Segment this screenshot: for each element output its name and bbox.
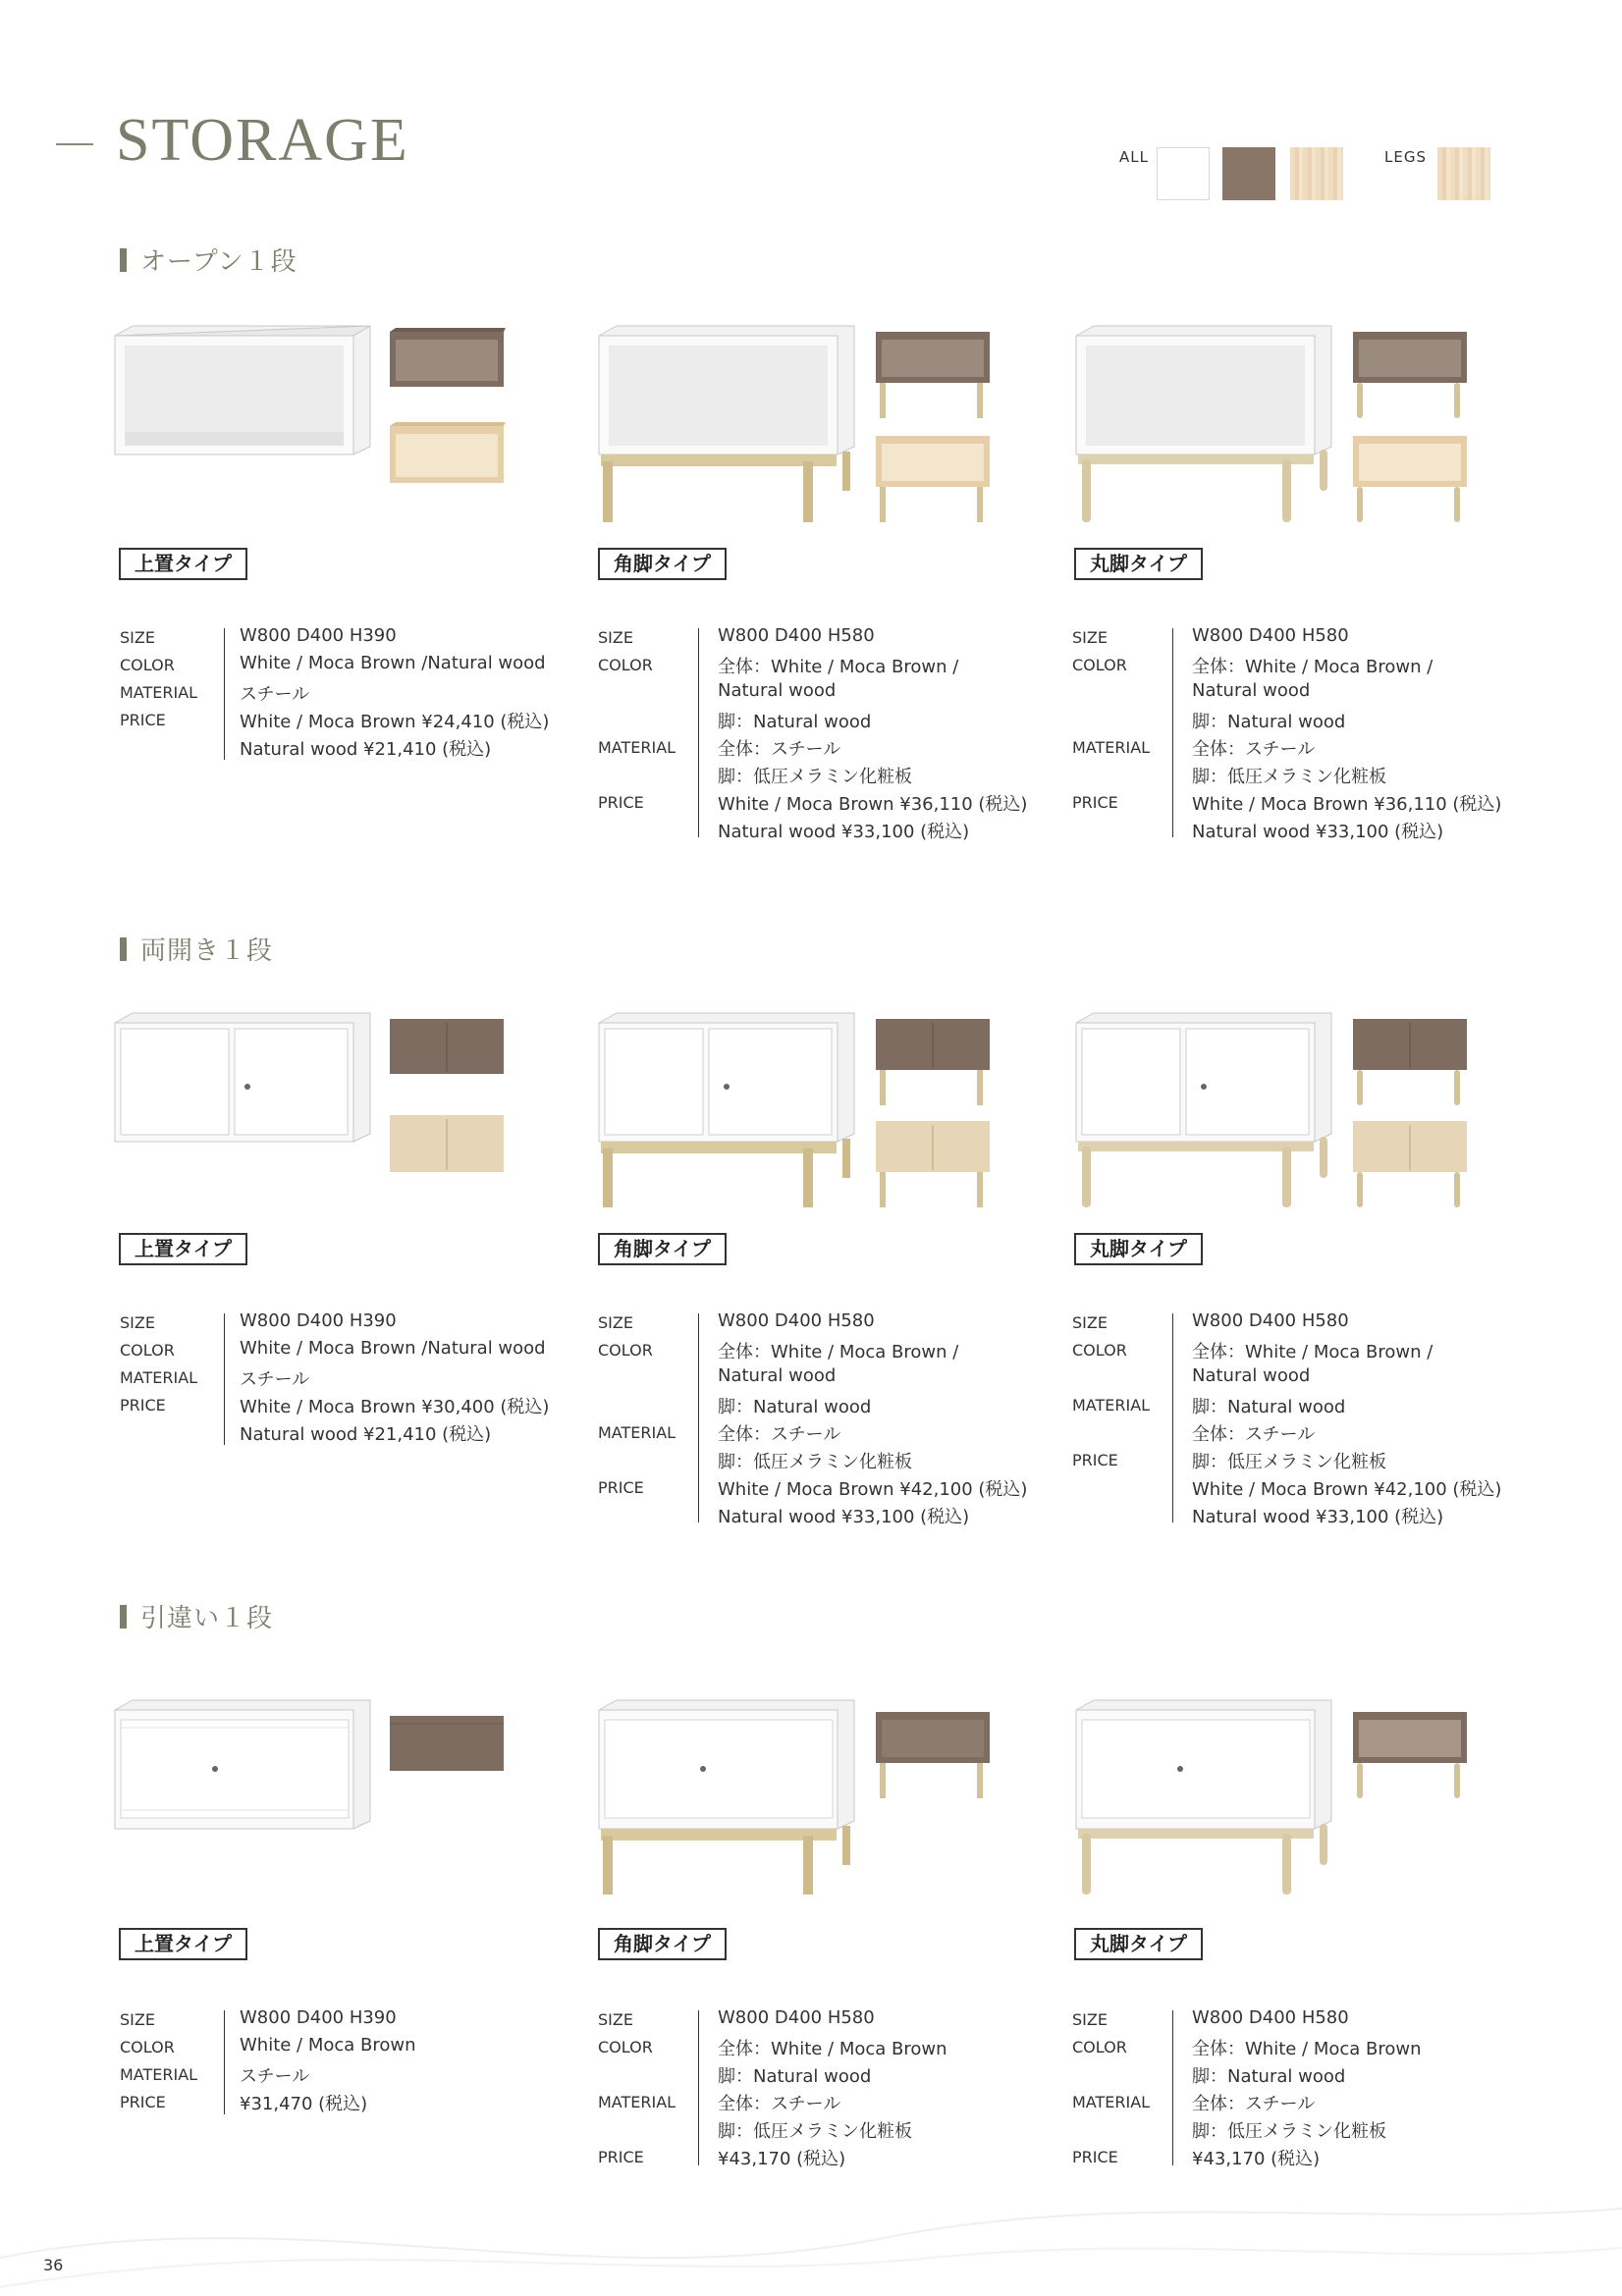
spec-labels xyxy=(120,628,228,766)
swatch-white xyxy=(1157,147,1210,200)
swatch-natural-wood xyxy=(1290,147,1343,200)
double-door-top-brown-image xyxy=(388,1015,508,1076)
spec-label-size: SIZE xyxy=(120,1313,155,1332)
spec-divider xyxy=(224,628,225,760)
spec-label-color: COLOR xyxy=(1072,656,1127,674)
title-dash xyxy=(56,143,93,145)
open-round-leg-wood-image xyxy=(1351,432,1474,525)
spec-value: White / Moca Brown ¥36,110 (税込) xyxy=(718,794,1028,815)
double-door-top-wood-image xyxy=(388,1111,508,1175)
spec-value: 全体：スチール xyxy=(718,1424,841,1445)
spec-values xyxy=(1192,625,1526,841)
spec-value: 脚：低圧メラミン化粧板 xyxy=(1192,1452,1386,1472)
double-door-square-leg-white-image xyxy=(597,1011,862,1212)
spec-value: 全体：スチール xyxy=(1192,1424,1316,1445)
spec-value: W800 D400 H580 xyxy=(1192,1310,1349,1331)
spec-label-material: MATERIAL xyxy=(120,2065,198,2084)
spec-labels xyxy=(120,2010,228,2128)
swatch-all-label: ALL xyxy=(1119,148,1149,166)
section-heading-double-door xyxy=(120,931,273,967)
swatch-moca-brown xyxy=(1222,147,1275,200)
double-door-round-leg-white-image xyxy=(1074,1011,1339,1212)
spec-label-price: PRICE xyxy=(598,1478,644,1497)
spec-value: W800 D400 H580 xyxy=(1192,625,1349,646)
spec-label-color: COLOR xyxy=(120,1341,175,1360)
open-round-leg-white-image xyxy=(1074,324,1339,525)
spec-label-material: MATERIAL xyxy=(598,1423,676,1442)
spec-divider xyxy=(224,2010,225,2114)
spec-labels xyxy=(120,1313,228,1451)
spec-label-color: COLOR xyxy=(598,2038,653,2056)
spec-value: Natural wood ¥33,100 (税込) xyxy=(718,1507,970,1527)
spec-value: White / Moca Brown ¥42,100 (税込) xyxy=(1192,1479,1502,1500)
spec-value: W800 D400 H390 xyxy=(240,2007,397,2028)
spec-label-size: SIZE xyxy=(120,628,155,647)
spec-value: Natural wood ¥33,100 (税込) xyxy=(1192,822,1444,842)
spec-value: White / Moca Brown ¥30,400 (税込) xyxy=(240,1397,550,1417)
section-bar xyxy=(120,248,127,272)
sliding-door-top-white-image xyxy=(113,1698,378,1855)
spec-label-material: MATERIAL xyxy=(598,2093,676,2111)
spec-divider xyxy=(698,1313,699,1522)
section-heading-sliding-door xyxy=(120,1598,273,1634)
spec-label-size: SIZE xyxy=(598,2010,633,2029)
spec-label-price: PRICE xyxy=(1072,1451,1118,1469)
spec-value: 全体：スチール xyxy=(1192,739,1316,760)
spec-label-price: PRICE xyxy=(1072,2148,1118,2166)
spec-value: W800 D400 H580 xyxy=(1192,2007,1349,2028)
spec-divider xyxy=(1172,1313,1173,1522)
spec-label-material: MATERIAL xyxy=(1072,2093,1151,2111)
spec-label-material: MATERIAL xyxy=(598,738,676,757)
section-title: オープン１段 xyxy=(140,247,297,277)
spec-value: W800 D400 H580 xyxy=(718,2007,875,2028)
spec-value: Natural wood ¥33,100 (税込) xyxy=(1192,1507,1444,1527)
decorative-wave-lines xyxy=(0,2140,1622,2296)
spec-labels xyxy=(1072,628,1180,825)
spec-value: ¥31,470 (税込) xyxy=(240,2094,368,2114)
spec-values xyxy=(718,1310,1052,1526)
spec-value: 脚：Natural wood xyxy=(1192,712,1346,732)
spec-value: 脚：低圧メラミン化粧板 xyxy=(1192,767,1386,787)
spec-divider xyxy=(698,628,699,837)
double-door-round-leg-wood-image xyxy=(1351,1117,1474,1210)
spec-label-size: SIZE xyxy=(598,1313,633,1332)
spec-value: Natural wood ¥21,410 (税込) xyxy=(240,1424,492,1445)
spec-value: 脚：Natural wood xyxy=(718,2066,872,2087)
spec-value: 脚：Natural wood xyxy=(718,1397,872,1417)
spec-value: Natural wood xyxy=(718,680,837,701)
spec-value: White / Moca Brown xyxy=(240,2035,416,2056)
spec-values xyxy=(240,1310,564,1448)
swatch-legs-wood xyxy=(1437,147,1490,200)
spec-label-color: COLOR xyxy=(120,2038,175,2056)
spec-value: 脚：Natural wood xyxy=(1192,1397,1346,1417)
spec-label-size: SIZE xyxy=(120,2010,155,2029)
sliding-door-round-leg-brown-image xyxy=(1351,1708,1474,1801)
spec-value: Natural wood xyxy=(1192,680,1311,701)
spec-value: 全体：スチール xyxy=(718,2094,841,2114)
spec-value: W800 D400 H390 xyxy=(240,625,397,646)
double-door-top-white-image xyxy=(113,1011,378,1168)
spec-value: White / Moca Brown ¥36,110 (税込) xyxy=(1192,794,1502,815)
spec-value: 全体：スチール xyxy=(718,739,841,760)
type-label-round-leg: 丸脚タイプ xyxy=(1074,1233,1203,1265)
spec-value: White / Moca Brown /Natural wood xyxy=(240,1338,546,1359)
spec-value: W800 D400 H580 xyxy=(718,1310,875,1331)
spec-label-size: SIZE xyxy=(1072,628,1108,647)
spec-value: 全体：White / Moca Brown / xyxy=(1192,1342,1433,1362)
spec-label-material: MATERIAL xyxy=(1072,738,1151,757)
section-bar xyxy=(120,937,127,961)
spec-value: Natural wood ¥21,410 (税込) xyxy=(240,739,492,760)
sliding-door-square-leg-white-image xyxy=(597,1698,862,1899)
spec-value: ¥43,170 (税込) xyxy=(1192,2149,1321,2169)
spec-divider xyxy=(1172,628,1173,837)
open-square-leg-brown-image xyxy=(874,328,997,421)
spec-values xyxy=(1192,1310,1526,1526)
spec-label-size: SIZE xyxy=(598,628,633,647)
section-title: 両開き１段 xyxy=(140,936,274,966)
sliding-door-square-leg-brown-image xyxy=(874,1708,997,1801)
type-label-round-leg: 丸脚タイプ xyxy=(1074,1928,1203,1960)
spec-value: 全体：White / Moca Brown / xyxy=(718,657,959,677)
spec-value: White / Moca Brown /Natural wood xyxy=(240,653,546,673)
spec-label-material: MATERIAL xyxy=(1072,1396,1151,1415)
open-round-leg-brown-image xyxy=(1351,328,1474,421)
spec-value: 脚：低圧メラミン化粧板 xyxy=(718,1452,912,1472)
spec-value: スチール xyxy=(240,1369,310,1390)
spec-label-color: COLOR xyxy=(120,656,175,674)
double-door-round-leg-brown-image xyxy=(1351,1015,1474,1108)
spec-value: スチール xyxy=(240,684,310,705)
spec-label-color: COLOR xyxy=(598,656,653,674)
type-label-top: 上置タイプ xyxy=(119,1233,247,1265)
type-label-round-leg: 丸脚タイプ xyxy=(1074,548,1203,580)
spec-value: Natural wood xyxy=(1192,1365,1311,1386)
spec-divider xyxy=(224,1313,225,1445)
spec-label-price: PRICE xyxy=(120,1396,166,1415)
spec-value: 全体：White / Moca Brown / xyxy=(718,1342,959,1362)
spec-value: White / Moca Brown ¥42,100 (税込) xyxy=(718,1479,1028,1500)
sliding-door-round-leg-white-image xyxy=(1074,1698,1339,1899)
swatch-legs-label: LEGS xyxy=(1384,148,1427,166)
spec-value: 脚：Natural wood xyxy=(718,712,872,732)
spec-value: ¥43,170 (税込) xyxy=(718,2149,846,2169)
spec-label-material: MATERIAL xyxy=(120,683,198,702)
spec-label-color: COLOR xyxy=(598,1341,653,1360)
spec-value: 脚：Natural wood xyxy=(1192,2066,1346,2087)
spec-labels xyxy=(1072,1313,1180,1510)
double-door-square-leg-brown-image xyxy=(874,1015,997,1108)
spec-value: 全体：White / Moca Brown / xyxy=(1192,657,1433,677)
spec-label-price: PRICE xyxy=(1072,793,1118,812)
type-label-square-leg: 角脚タイプ xyxy=(598,1233,727,1265)
section-bar xyxy=(120,1605,127,1629)
sliding-door-top-brown-image xyxy=(388,1712,508,1773)
spec-values xyxy=(240,625,564,763)
spec-values xyxy=(718,625,1052,841)
spec-label-price: PRICE xyxy=(120,711,166,729)
section-heading-open xyxy=(120,241,297,278)
open-top-brown-image xyxy=(388,328,508,389)
open-top-white-image xyxy=(113,324,378,481)
open-top-wood-image xyxy=(388,422,508,486)
spec-label-price: PRICE xyxy=(598,2148,644,2166)
spec-value: 全体：White / Moca Brown xyxy=(718,2039,947,2059)
page-title: STORAGE xyxy=(116,107,409,174)
type-label-top: 上置タイプ xyxy=(119,548,247,580)
spec-value: 全体：スチール xyxy=(1192,2094,1316,2114)
spec-value: 脚：低圧メラミン化粧板 xyxy=(1192,2121,1386,2142)
spec-value: Natural wood xyxy=(718,1365,837,1386)
open-square-leg-wood-image xyxy=(874,432,997,525)
spec-label-price: PRICE xyxy=(120,2093,166,2111)
spec-value: 脚：低圧メラミン化粧板 xyxy=(718,767,912,787)
type-label-square-leg: 角脚タイプ xyxy=(598,1928,727,1960)
section-title: 引違い１段 xyxy=(140,1604,274,1633)
open-square-leg-white-image xyxy=(597,324,862,525)
spec-value: 全体：White / Moca Brown xyxy=(1192,2039,1422,2059)
spec-label-size: SIZE xyxy=(1072,2010,1108,2029)
spec-value: スチール xyxy=(240,2066,310,2087)
spec-values xyxy=(240,2007,564,2125)
spec-value: 脚：低圧メラミン化粧板 xyxy=(718,2121,912,2142)
spec-label-size: SIZE xyxy=(1072,1313,1108,1332)
spec-label-color: COLOR xyxy=(1072,1341,1127,1360)
spec-label-price: PRICE xyxy=(598,793,644,812)
spec-label-material: MATERIAL xyxy=(120,1368,198,1387)
spec-labels xyxy=(598,628,706,825)
double-door-square-leg-wood-image xyxy=(874,1117,997,1210)
spec-value: Natural wood ¥33,100 (税込) xyxy=(718,822,970,842)
spec-value: White / Moca Brown ¥24,410 (税込) xyxy=(240,712,550,732)
type-label-square-leg: 角脚タイプ xyxy=(598,548,727,580)
type-label-top: 上置タイプ xyxy=(119,1928,247,1960)
spec-value: W800 D400 H580 xyxy=(718,625,875,646)
page-number: 36 xyxy=(43,2256,64,2274)
spec-value: W800 D400 H390 xyxy=(240,1310,397,1331)
spec-labels xyxy=(598,1313,706,1510)
spec-label-color: COLOR xyxy=(1072,2038,1127,2056)
